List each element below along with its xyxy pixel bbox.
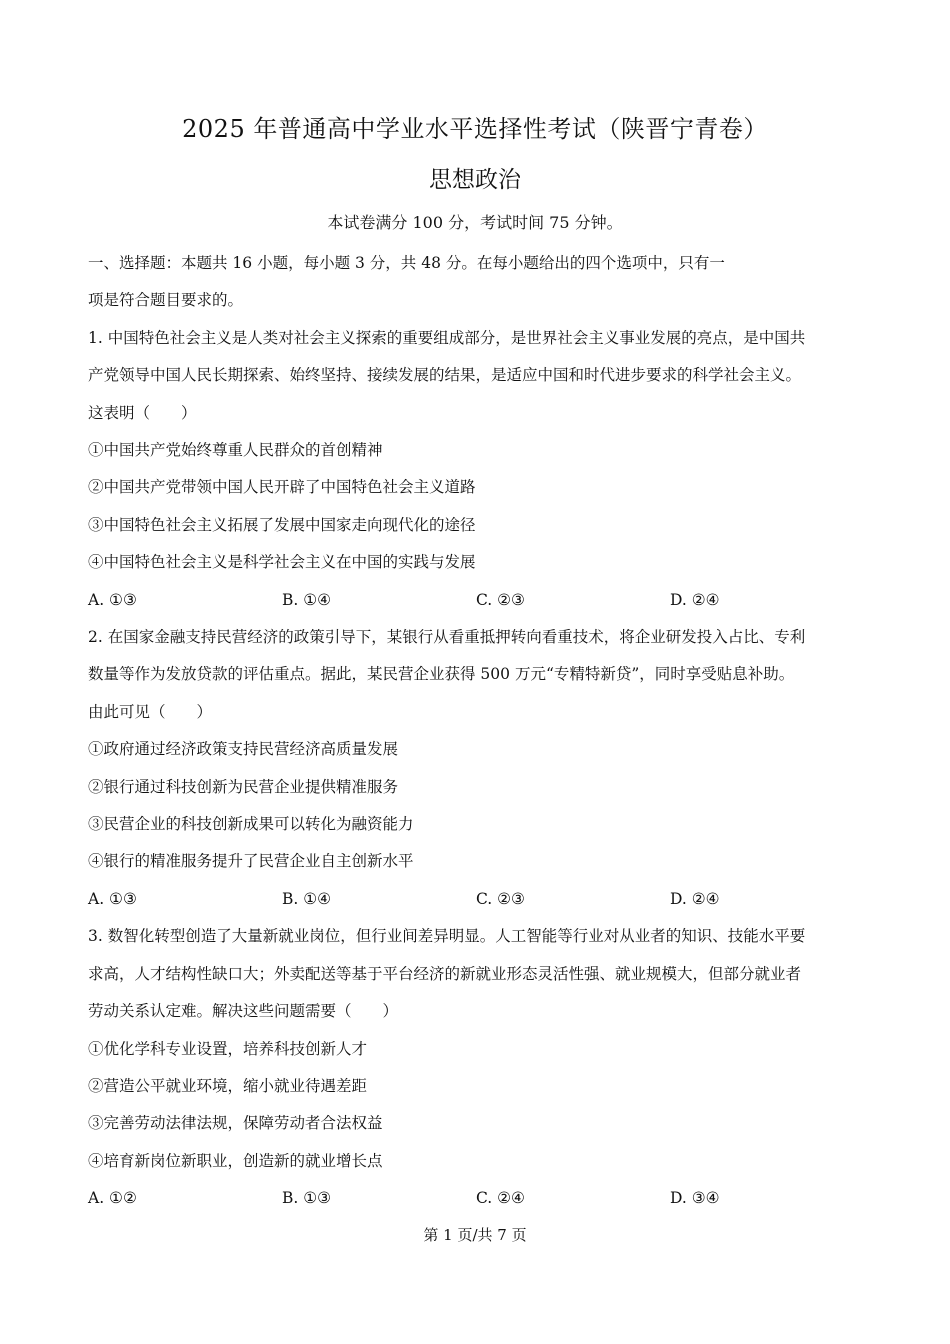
question-stem-line: 数量等作为发放贷款的评估重点。据此，某民营企业获得 500 万元“专精特新贷”，同时享受贴息补助。 [88, 665, 795, 684]
statement-item: ②营造公平就业环境，缩小就业待遇差距 [88, 1076, 368, 1095]
option-a: A. ①③ [88, 889, 137, 908]
section-heading-line: 项是符合题目要求的。 [88, 291, 244, 310]
option-c: C. ②③ [476, 889, 525, 908]
question-1 [88, 320, 878, 619]
statement-item: ④银行的精准服务提升了民营企业自主创新水平 [88, 852, 414, 871]
answer-options [88, 582, 878, 619]
exam-note: 本试卷满分 100 分，考试时间 75 分钟。 [327, 213, 623, 232]
statement-item: ①政府通过经济政策支持民营经济高质量发展 [88, 740, 399, 759]
option-a: A. ①② [88, 1189, 137, 1208]
question-stem-line: 劳动关系认定难。解决这些问题需要（ ） [88, 1002, 399, 1021]
page-footer: 第 1 页/共 7 页 [423, 1226, 527, 1244]
option-c: C. ②④ [476, 1189, 525, 1208]
statement-item: ①中国共产党始终尊重人民群众的首创精神 [88, 441, 383, 460]
statement-item: ③民营企业的科技创新成果可以转化为融资能力 [88, 815, 414, 834]
question-stem-line: 由此可见（ ） [88, 702, 213, 721]
question-stem-line: 产党领导中国人民长期探索、始终坚持、接续发展的结果，是适应中国和时代进步要求的科学社会主义。 [88, 366, 802, 385]
statement-item: ③完善劳动法律法规，保障劳动者合法权益 [88, 1114, 383, 1133]
answer-options [88, 881, 878, 918]
exam-title: 2025 年普通高中学业水平选择性考试（陕晋宁青卷） [182, 115, 768, 143]
question-stem-line: 求高，人才结构性缺口大；外卖配送等基于平台经济的新就业形态灵活性强、就业规模大，但部分就业者 [88, 964, 802, 983]
question-2 [88, 619, 878, 918]
option-a: A. ①③ [88, 590, 137, 609]
option-b: B. ①④ [282, 590, 332, 609]
statement-item: ①优化学科专业设置，培养科技创新人才 [88, 1039, 368, 1058]
option-d: D. ②④ [670, 590, 720, 609]
statement-item: ②银行通过科技创新为民营企业提供精准服务 [88, 777, 399, 796]
question-stem-line: 1. 中国特色社会主义是人类对社会主义探索的重要组成部分，是世界社会主义事业发展的亮点，是中国共 [88, 328, 806, 347]
question-stem-line: 这表明（ ） [88, 403, 197, 422]
question-stem-line: 2. 在国家金融支持民营经济的政策引导下，某银行从看重抵押转向看重技术，将企业研发投入占比、专利 [88, 628, 806, 647]
answer-options [88, 1180, 878, 1217]
option-c: C. ②③ [476, 590, 525, 609]
statement-item: ④中国特色社会主义是科学社会主义在中国的实践与发展 [88, 553, 476, 572]
statement-item: ③中国特色社会主义拓展了发展中国家走向现代化的途径 [88, 515, 476, 534]
option-b: B. ①③ [282, 1189, 332, 1208]
question-stem-line: 3. 数智化转型创造了大量新就业岗位，但行业间差异明显。人工智能等行业对从业者的知识、技能水平要 [88, 927, 806, 946]
subject-title: 思想政治 [429, 167, 521, 193]
statement-item: ④培育新岗位新职业，创造新的就业增长点 [88, 1151, 383, 1170]
question-3 [88, 918, 878, 1217]
option-d: D. ②④ [670, 889, 720, 908]
section-heading-line: 一、选择题：本题共 16 小题，每小题 3 分，共 48 分。在每小题给出的四个选项中，只有一 [88, 254, 725, 272]
statement-item: ②中国共产党带领中国人民开辟了中国特色社会主义道路 [88, 478, 476, 497]
option-d: D. ③④ [670, 1189, 720, 1208]
exam-content [88, 245, 878, 1218]
option-b: B. ①④ [282, 889, 332, 908]
